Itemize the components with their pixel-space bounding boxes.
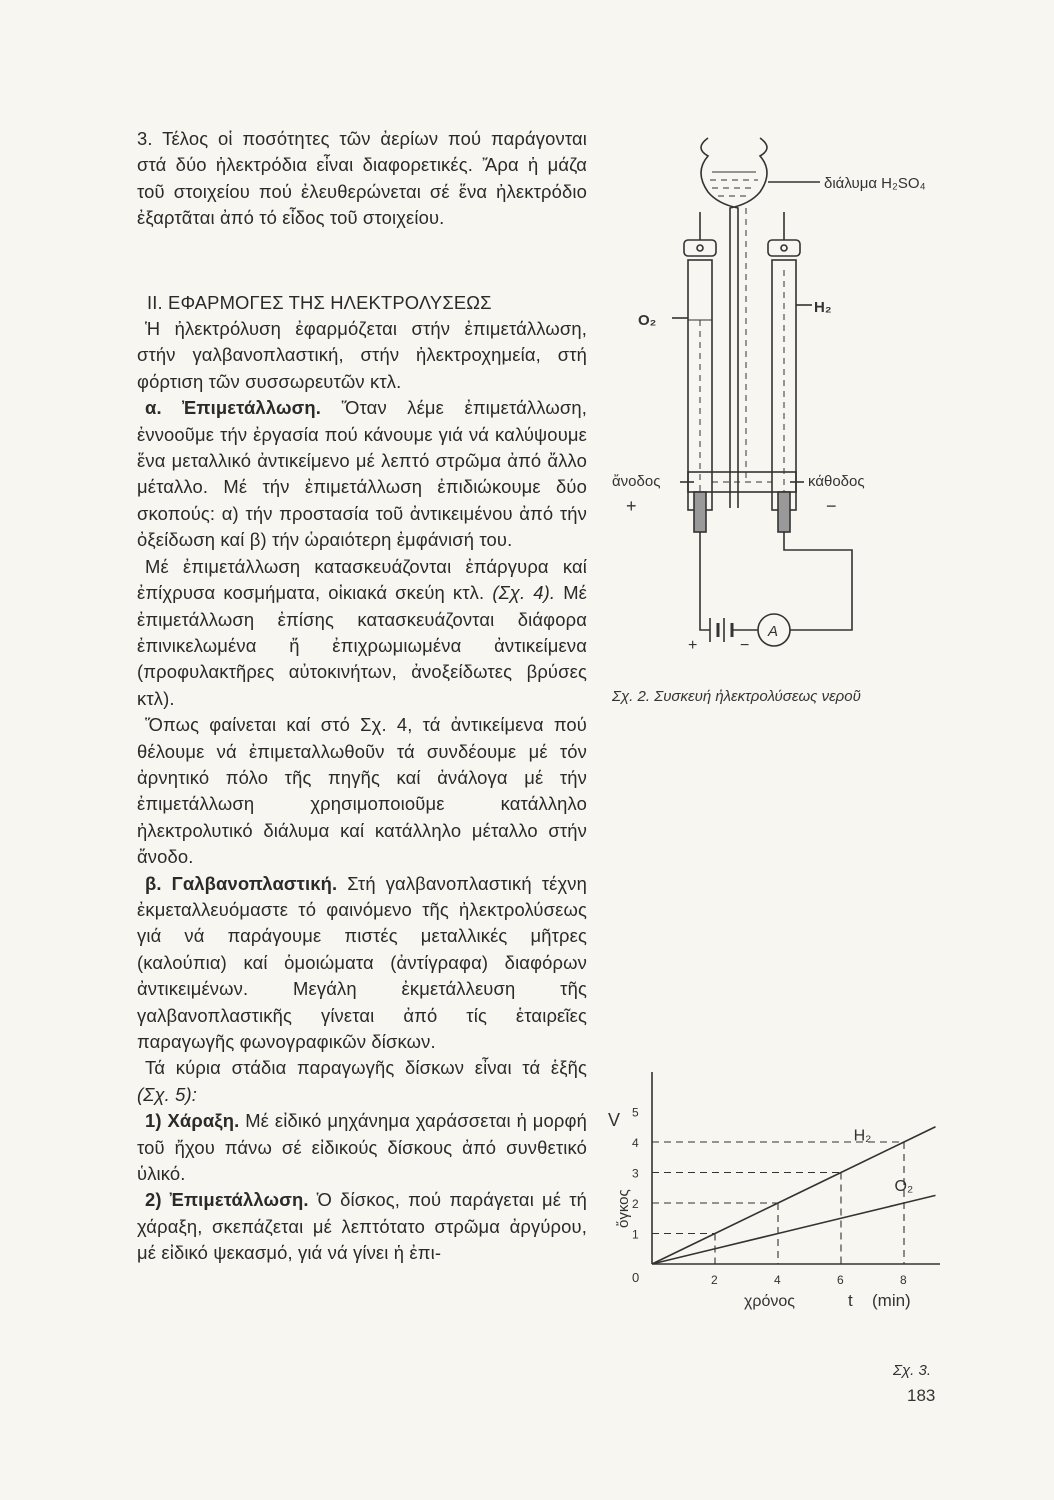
anode-label: ἄνοδος xyxy=(612,473,661,490)
electroforming-subtitle: β. Γαλβανοπλαστική. xyxy=(145,872,338,894)
series-line-o2 xyxy=(652,1195,936,1264)
plating-uses-text: Μέ ἐπιμετάλλωση κατασκευάζονται ἐπάργυρα καί ἐπίχρυσα κοσμήματα, οἰκιακά σκεύη κτλ. xyxy=(137,555,587,604)
cathode-wire xyxy=(784,532,852,630)
paragraph-plating xyxy=(137,395,587,553)
x-tick-label: 8 xyxy=(900,1273,907,1287)
plating-body: Ὅταν λέμε ἐπιμετάλλωση, ἐννοοῦμε τήν ἐργασία πού κάνουμε γιά νά καλύψουμε ἕνα μεταλλικό ἀντικείμενο μέ λεπτό στρῶμα ἀπό ἄλλο μέταλλο. Μέ τήν ἐπιμετάλλωση ἐπιδιώκουμε δύο σκοπούς: α) τήν προστασία τοῦ ἀντικειμένου ἀπό τήν ὀξείδωση καί β) τήν ὡραιότερη ἐμφάνισή του. xyxy=(137,397,587,551)
solution-label: διάλυμα H₂SO₄ xyxy=(824,175,926,192)
anode-sign: + xyxy=(626,496,637,516)
hydrogen-label: H₂ xyxy=(814,299,832,316)
paragraph-applications: Ἡ ἠλεκτρόλυση ἐφαρμόζεται στήν ἐπιμετάλλωση, στήν γαλβανοπλαστική, στήν ἠλεκτροχημεία, στή φόρτιση τῶν συσσωρευτῶν κτλ. xyxy=(137,318,587,392)
plating-uses-text-2: Μέ ἐπιμετάλλωση ἐπίσης κατασκευάζονται διάφορα ἐπινικελωμένα ἤ ἐπιχρωμιωμένα ἀντικείμενα (προφυλακτῆρες αὐτοκινήτων, ἀνοξείδωτες βρύσες κτλ). xyxy=(137,582,588,709)
stage-2-title: 2) Ἐπιμετάλλωση. xyxy=(145,1189,309,1211)
reservoir-funnel xyxy=(701,138,767,508)
y-tick-label: 2 xyxy=(632,1197,639,1211)
stage-2-body: Ὁ δίσκος, πού παράγεται μέ τή χάραξη, σκεπάζεται μέ λεπτότατο στρῶμα ἀργύρου, μέ εἰδικό ψεκασμό, γιά νά γίνει ἡ ἐπι- xyxy=(137,1189,587,1264)
x-symbol: t xyxy=(848,1291,853,1310)
series-label-h2: H₂ xyxy=(853,1127,872,1145)
y-tick-label: 1 xyxy=(632,1227,639,1242)
page-number: 183 xyxy=(907,1386,936,1405)
ammeter-label: A xyxy=(768,623,779,640)
section-heading: II. ΕΦΑΡΜΟΓΕΣ ΤΗΣ ΗΛΕΚΤΡΟΛΥΣΕΩΣ xyxy=(147,291,492,313)
figure-3-caption: Σχ. 3. xyxy=(893,1362,932,1379)
electroforming-body: Στή γαλβανοπλαστική τέχνη ἐκμεταλλευόμαστε τό φαινόμενο τῆς ἠλεκτρολύσεως γιά νά παράγουμε πιστές μεταλλικές μῆτρες (καλούπια) καί ὁμοιώματα (ἀντίγραφα) διαφόρων ἀντικειμένων. Μεγάλη ἐκμετάλλευση τῆς γαλβανοπλαστικῆς γίνεται ἀπό τίς ἑταιρεῖες παραγωγῆς φωνογραφικῶν δίσκων. xyxy=(137,872,587,1052)
plating-subtitle: α. Ἐπιμετάλλωση. xyxy=(145,397,322,419)
paragraph-intro: 3. Τέλος οἱ ποσότητες τῶν ἀερίων πού παράγονται στά δύο ἠλεκτρόδια εἶναι διαφορετικές. Ἄρα ἡ μάζα τοῦ στοιχείου πού ἐλευθερώνεται σέ ἕνα ἠλεκτρόδιο ἐξαρτᾶται ἀπό τό εἶδος τοῦ στοιχείου. xyxy=(137,128,587,229)
hydrogen-valve xyxy=(768,240,800,256)
x-tick-label: 6 xyxy=(837,1273,844,1287)
paragraph-plating-uses xyxy=(137,554,587,712)
oxygen-label: O₂ xyxy=(638,312,657,329)
figure-5-reference: (Σχ. 5): xyxy=(137,1083,198,1105)
stage-1-body: Μέ εἰδικό μηχάνημα χαράσσεται ἡ μορφή τοῦ ἤχου πάνω σέ εἰδικούς δίσκους ἀπό συνθετικό ὑλικό. xyxy=(137,1110,588,1185)
y-axis-label: ὄγκος xyxy=(615,1189,632,1228)
cathode-electrode xyxy=(778,492,790,532)
x-unit: (min) xyxy=(872,1291,911,1310)
anode-electrode xyxy=(694,492,706,532)
paragraph-electroforming xyxy=(137,871,587,1056)
y-tick-label: 5 xyxy=(632,1105,639,1120)
paragraph-stage-engraving xyxy=(137,1108,587,1187)
figure-2-caption: Σχ. 2. Συσκευή ἠλεκτρολύσεως νεροῦ xyxy=(612,688,861,705)
cathode-label: κάθοδος xyxy=(808,473,865,490)
y-tick-label: 4 xyxy=(632,1136,639,1150)
volume-time-graph xyxy=(590,1060,950,1360)
y-symbol: V xyxy=(608,1110,621,1130)
y-tick-label: 3 xyxy=(632,1166,639,1181)
oxygen-valve xyxy=(684,240,716,256)
anode-wire xyxy=(700,532,710,630)
paragraph-record-stages xyxy=(137,1055,587,1108)
origin-label: 0 xyxy=(632,1270,640,1285)
battery-plus: + xyxy=(688,637,698,654)
record-stages-text: Τά κύρια στάδια παραγωγῆς δίσκων εἶναι τά ἑξῆς xyxy=(145,1057,587,1079)
electrolysis-apparatus-diagram xyxy=(600,120,980,680)
stage-1-title: 1) Χάραξη. xyxy=(145,1110,240,1132)
series-label-o2: O₂ xyxy=(894,1177,914,1195)
paragraph-stage-plating xyxy=(137,1187,587,1266)
x-tick-label: 2 xyxy=(711,1273,718,1287)
paragraph-plating-method: Ὅπως φαίνεται καί στό Σχ. 4, τά ἀντικείμενα πού θέλουμε νά ἐπιμεταλλωθοῦν τά συνδέουμε μέ τόν ἀρνητικό πόλο τῆς πηγῆς καί ἀνάλογα μέ τήν ἐπιμετάλλωση χρησιμοποιοῦμε κατάλληλο ἠλεκτρολυτικό διάλυμα καί κατάλληλο μέταλλο στήν ἄνοδο. xyxy=(137,714,587,868)
figure-4-reference: (Σχ. 4). xyxy=(492,582,556,604)
cathode-sign: − xyxy=(826,496,837,516)
battery-minus: − xyxy=(740,637,750,654)
main-text-column xyxy=(137,126,587,1267)
x-tick-label: 4 xyxy=(774,1273,781,1287)
series-line-h2 xyxy=(652,1127,936,1264)
x-axis-label: χρόνος xyxy=(744,1293,796,1310)
